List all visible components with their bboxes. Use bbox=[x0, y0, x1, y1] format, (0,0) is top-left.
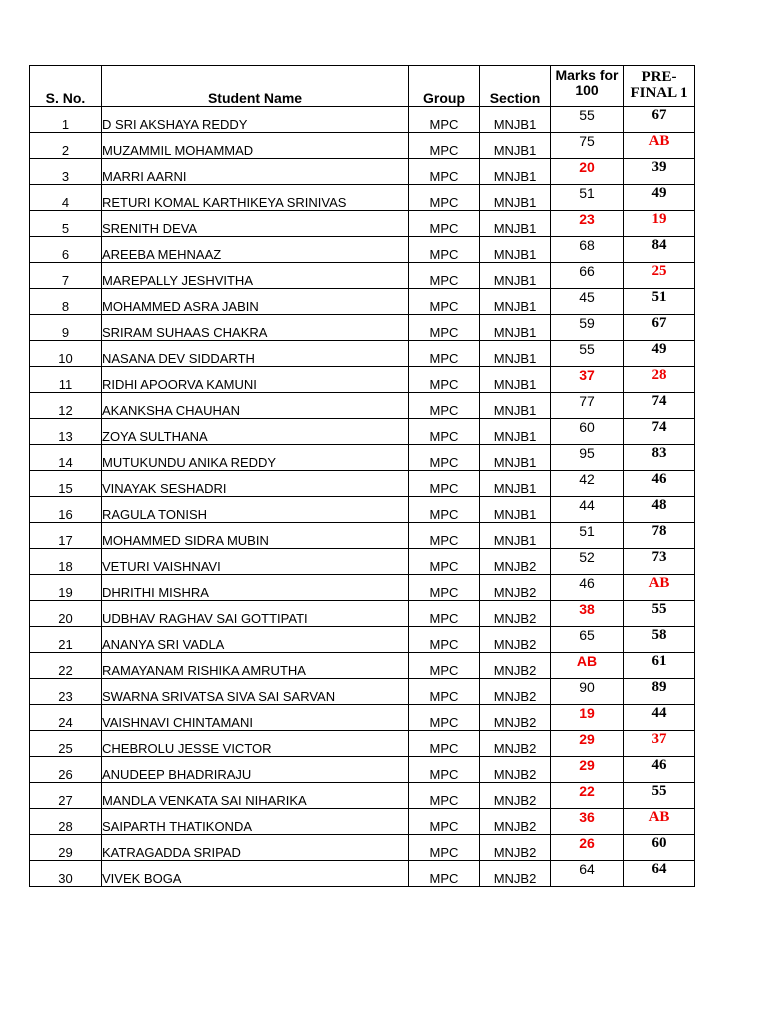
table-row bbox=[30, 315, 695, 341]
pre-final-cell: 25 bbox=[624, 263, 695, 289]
pre-final-cell: 89 bbox=[624, 679, 695, 705]
group-cell: MPC bbox=[409, 159, 480, 185]
sno-cell: 28 bbox=[30, 809, 102, 835]
student-name-cell: NASANA DEV SIDDARTH bbox=[102, 341, 409, 367]
marks-cell: 44 bbox=[551, 497, 624, 523]
table-row bbox=[30, 341, 695, 367]
marks-cell: 26 bbox=[551, 835, 624, 861]
section-cell: MNJB1 bbox=[480, 445, 551, 471]
group-cell: MPC bbox=[409, 497, 480, 523]
sno-cell: 14 bbox=[30, 445, 102, 471]
marks-cell: 66 bbox=[551, 263, 624, 289]
marks-cell: 46 bbox=[551, 575, 624, 601]
group-cell: MPC bbox=[409, 471, 480, 497]
student-name-cell: D SRI AKSHAYA REDDY bbox=[102, 107, 409, 133]
marks-cell: 37 bbox=[551, 367, 624, 393]
section-cell: MNJB2 bbox=[480, 653, 551, 679]
marks-cell: 65 bbox=[551, 627, 624, 653]
group-cell: MPC bbox=[409, 653, 480, 679]
group-cell: MPC bbox=[409, 367, 480, 393]
marks-cell: 64 bbox=[551, 861, 624, 887]
table-row bbox=[30, 159, 695, 185]
sno-cell: 29 bbox=[30, 835, 102, 861]
section-cell: MNJB2 bbox=[480, 731, 551, 757]
marks-cell: 55 bbox=[551, 107, 624, 133]
sno-cell: 16 bbox=[30, 497, 102, 523]
marks-cell: 29 bbox=[551, 757, 624, 783]
table-row bbox=[30, 861, 695, 887]
pre-final-cell: 49 bbox=[624, 185, 695, 211]
pre-final-cell: 78 bbox=[624, 523, 695, 549]
student-name-cell: MOHAMMED ASRA JABIN bbox=[102, 289, 409, 315]
group-cell: MPC bbox=[409, 445, 480, 471]
sno-cell: 9 bbox=[30, 315, 102, 341]
pre-final-cell: 64 bbox=[624, 861, 695, 887]
section-cell: MNJB2 bbox=[480, 809, 551, 835]
table-row bbox=[30, 523, 695, 549]
group-cell: MPC bbox=[409, 263, 480, 289]
sno-cell: 26 bbox=[30, 757, 102, 783]
header-pre-line1: PRE- bbox=[641, 69, 677, 85]
header-marks-line1: Marks for bbox=[555, 67, 619, 83]
student-name-cell: DHRITHI MISHRA bbox=[102, 575, 409, 601]
student-name-cell: MARRI AARNI bbox=[102, 159, 409, 185]
marks-cell: 22 bbox=[551, 783, 624, 809]
group-cell: MPC bbox=[409, 549, 480, 575]
marks-cell: 75 bbox=[551, 133, 624, 159]
table-row bbox=[30, 367, 695, 393]
marks-cell: 29 bbox=[551, 731, 624, 757]
group-cell: MPC bbox=[409, 393, 480, 419]
sno-cell: 5 bbox=[30, 211, 102, 237]
student-name-cell: CHEBROLU JESSE VICTOR bbox=[102, 731, 409, 757]
pre-final-cell: 74 bbox=[624, 393, 695, 419]
section-cell: MNJB1 bbox=[480, 471, 551, 497]
group-cell: MPC bbox=[409, 133, 480, 159]
marks-cell: 68 bbox=[551, 237, 624, 263]
group-cell: MPC bbox=[409, 783, 480, 809]
table-row bbox=[30, 601, 695, 627]
group-cell: MPC bbox=[409, 705, 480, 731]
pre-final-cell: 67 bbox=[624, 107, 695, 133]
student-name-cell: VETURI VAISHNAVI bbox=[102, 549, 409, 575]
sno-cell: 4 bbox=[30, 185, 102, 211]
sno-cell: 13 bbox=[30, 419, 102, 445]
section-cell: MNJB1 bbox=[480, 367, 551, 393]
group-cell: MPC bbox=[409, 523, 480, 549]
table-row bbox=[30, 185, 695, 211]
header-marks bbox=[551, 66, 624, 107]
student-name-cell: VIVEK BOGA bbox=[102, 861, 409, 887]
marks-cell: 59 bbox=[551, 315, 624, 341]
section-cell: MNJB1 bbox=[480, 159, 551, 185]
pre-final-cell: AB bbox=[624, 575, 695, 601]
sno-cell: 24 bbox=[30, 705, 102, 731]
marks-cell: 20 bbox=[551, 159, 624, 185]
sno-cell: 22 bbox=[30, 653, 102, 679]
pre-final-cell: 83 bbox=[624, 445, 695, 471]
student-name-cell: ANUDEEP BHADRIRAJU bbox=[102, 757, 409, 783]
section-cell: MNJB1 bbox=[480, 419, 551, 445]
student-name-cell: RIDHI APOORVA KAMUNI bbox=[102, 367, 409, 393]
sno-cell: 19 bbox=[30, 575, 102, 601]
sno-cell: 18 bbox=[30, 549, 102, 575]
group-cell: MPC bbox=[409, 419, 480, 445]
sno-cell: 17 bbox=[30, 523, 102, 549]
pre-final-cell: 61 bbox=[624, 653, 695, 679]
group-cell: MPC bbox=[409, 861, 480, 887]
table-row bbox=[30, 471, 695, 497]
pre-final-cell: 49 bbox=[624, 341, 695, 367]
student-name-cell: SRENITH DEVA bbox=[102, 211, 409, 237]
marks-cell: 23 bbox=[551, 211, 624, 237]
group-cell: MPC bbox=[409, 315, 480, 341]
student-name-cell: SAIPARTH THATIKONDA bbox=[102, 809, 409, 835]
sno-cell: 10 bbox=[30, 341, 102, 367]
student-name-cell: AREEBA MEHNAAZ bbox=[102, 237, 409, 263]
sno-cell: 21 bbox=[30, 627, 102, 653]
section-cell: MNJB1 bbox=[480, 237, 551, 263]
sno-cell: 25 bbox=[30, 731, 102, 757]
table-row bbox=[30, 549, 695, 575]
sno-cell: 23 bbox=[30, 679, 102, 705]
table-row bbox=[30, 133, 695, 159]
group-cell: MPC bbox=[409, 185, 480, 211]
marks-cell: 45 bbox=[551, 289, 624, 315]
pre-final-cell: 73 bbox=[624, 549, 695, 575]
student-name-cell: UDBHAV RAGHAV SAI GOTTIPATI bbox=[102, 601, 409, 627]
table-row bbox=[30, 809, 695, 835]
marks-cell: 52 bbox=[551, 549, 624, 575]
pre-final-cell: 37 bbox=[624, 731, 695, 757]
marks-cell: 95 bbox=[551, 445, 624, 471]
section-cell: MNJB2 bbox=[480, 861, 551, 887]
section-cell: MNJB1 bbox=[480, 497, 551, 523]
sno-cell: 6 bbox=[30, 237, 102, 263]
header-section: Section bbox=[480, 66, 551, 107]
header-pre-final bbox=[624, 66, 695, 107]
group-cell: MPC bbox=[409, 757, 480, 783]
student-name-cell: MUTUKUNDU ANIKA REDDY bbox=[102, 445, 409, 471]
marks-cell: 38 bbox=[551, 601, 624, 627]
pre-final-cell: 55 bbox=[624, 601, 695, 627]
table-row bbox=[30, 627, 695, 653]
header-pre-line2: FINAL 1 bbox=[630, 85, 688, 101]
section-cell: MNJB1 bbox=[480, 315, 551, 341]
student-name-cell: MOHAMMED SIDRA MUBIN bbox=[102, 523, 409, 549]
section-cell: MNJB1 bbox=[480, 133, 551, 159]
student-name-cell: MANDLA VENKATA SAI NIHARIKA bbox=[102, 783, 409, 809]
student-name-cell: SRIRAM SUHAAS CHAKRA bbox=[102, 315, 409, 341]
section-cell: MNJB2 bbox=[480, 705, 551, 731]
group-cell: MPC bbox=[409, 211, 480, 237]
table-row bbox=[30, 835, 695, 861]
sno-cell: 8 bbox=[30, 289, 102, 315]
sno-cell: 7 bbox=[30, 263, 102, 289]
header-student-name: Student Name bbox=[102, 66, 409, 107]
group-cell: MPC bbox=[409, 731, 480, 757]
sno-cell: 12 bbox=[30, 393, 102, 419]
student-name-cell: SWARNA SRIVATSA SIVA SAI SARVAN bbox=[102, 679, 409, 705]
pre-final-cell: 46 bbox=[624, 471, 695, 497]
student-name-cell: MUZAMMIL MOHAMMAD bbox=[102, 133, 409, 159]
marks-cell: AB bbox=[551, 653, 624, 679]
pre-final-cell: 67 bbox=[624, 315, 695, 341]
table-row bbox=[30, 289, 695, 315]
section-cell: MNJB2 bbox=[480, 601, 551, 627]
pre-final-cell: 39 bbox=[624, 159, 695, 185]
student-name-cell: RAGULA TONISH bbox=[102, 497, 409, 523]
student-name-cell: KATRAGADDA SRIPAD bbox=[102, 835, 409, 861]
table-row bbox=[30, 393, 695, 419]
pre-final-cell: 51 bbox=[624, 289, 695, 315]
section-cell: MNJB2 bbox=[480, 679, 551, 705]
sno-cell: 27 bbox=[30, 783, 102, 809]
table-row bbox=[30, 445, 695, 471]
marks-cell: 51 bbox=[551, 185, 624, 211]
group-cell: MPC bbox=[409, 679, 480, 705]
pre-final-cell: 48 bbox=[624, 497, 695, 523]
group-cell: MPC bbox=[409, 835, 480, 861]
student-name-cell: RETURI KOMAL KARTHIKEYA SRINIVAS bbox=[102, 185, 409, 211]
pre-final-cell: 60 bbox=[624, 835, 695, 861]
section-cell: MNJB1 bbox=[480, 341, 551, 367]
student-name-cell: ANANYA SRI VADLA bbox=[102, 627, 409, 653]
table-row bbox=[30, 211, 695, 237]
group-cell: MPC bbox=[409, 341, 480, 367]
section-cell: MNJB2 bbox=[480, 783, 551, 809]
section-cell: MNJB1 bbox=[480, 263, 551, 289]
student-name-cell: VINAYAK SESHADRI bbox=[102, 471, 409, 497]
table-row bbox=[30, 705, 695, 731]
group-cell: MPC bbox=[409, 809, 480, 835]
group-cell: MPC bbox=[409, 627, 480, 653]
sno-cell: 1 bbox=[30, 107, 102, 133]
sno-cell: 30 bbox=[30, 861, 102, 887]
section-cell: MNJB2 bbox=[480, 575, 551, 601]
pre-final-cell: 55 bbox=[624, 783, 695, 809]
pre-final-cell: AB bbox=[624, 809, 695, 835]
table-row bbox=[30, 107, 695, 133]
sno-cell: 20 bbox=[30, 601, 102, 627]
marks-cell: 90 bbox=[551, 679, 624, 705]
student-name-cell: VAISHNAVI CHINTAMANI bbox=[102, 705, 409, 731]
pre-final-cell: 74 bbox=[624, 419, 695, 445]
student-name-cell: RAMAYANAM RISHIKA AMRUTHA bbox=[102, 653, 409, 679]
section-cell: MNJB1 bbox=[480, 211, 551, 237]
section-cell: MNJB1 bbox=[480, 523, 551, 549]
table-row bbox=[30, 653, 695, 679]
pre-final-cell: 44 bbox=[624, 705, 695, 731]
table-row bbox=[30, 679, 695, 705]
section-cell: MNJB1 bbox=[480, 289, 551, 315]
marks-cell: 51 bbox=[551, 523, 624, 549]
section-cell: MNJB1 bbox=[480, 393, 551, 419]
marks-cell: 42 bbox=[551, 471, 624, 497]
header-sno: S. No. bbox=[30, 66, 102, 107]
group-cell: MPC bbox=[409, 575, 480, 601]
header-marks-line2: 100 bbox=[575, 82, 599, 98]
pre-final-cell: 46 bbox=[624, 757, 695, 783]
pre-final-cell: 28 bbox=[624, 367, 695, 393]
marks-cell: 36 bbox=[551, 809, 624, 835]
header-group: Group bbox=[409, 66, 480, 107]
group-cell: MPC bbox=[409, 601, 480, 627]
header-row bbox=[30, 66, 695, 107]
student-name-cell: MAREPALLY JESHVITHA bbox=[102, 263, 409, 289]
table-row bbox=[30, 263, 695, 289]
pre-final-cell: AB bbox=[624, 133, 695, 159]
pre-final-cell: 84 bbox=[624, 237, 695, 263]
marks-cell: 19 bbox=[551, 705, 624, 731]
sno-cell: 3 bbox=[30, 159, 102, 185]
sno-cell: 2 bbox=[30, 133, 102, 159]
section-cell: MNJB1 bbox=[480, 107, 551, 133]
section-cell: MNJB1 bbox=[480, 185, 551, 211]
section-cell: MNJB2 bbox=[480, 757, 551, 783]
table-row bbox=[30, 419, 695, 445]
marks-table bbox=[29, 65, 695, 887]
group-cell: MPC bbox=[409, 107, 480, 133]
student-name-cell: AKANKSHA CHAUHAN bbox=[102, 393, 409, 419]
table-row bbox=[30, 497, 695, 523]
sno-cell: 11 bbox=[30, 367, 102, 393]
sno-cell: 15 bbox=[30, 471, 102, 497]
pre-final-cell: 58 bbox=[624, 627, 695, 653]
student-name-cell: ZOYA SULTHANA bbox=[102, 419, 409, 445]
group-cell: MPC bbox=[409, 237, 480, 263]
table-row bbox=[30, 731, 695, 757]
section-cell: MNJB2 bbox=[480, 627, 551, 653]
section-cell: MNJB2 bbox=[480, 835, 551, 861]
table-row bbox=[30, 783, 695, 809]
marks-cell: 55 bbox=[551, 341, 624, 367]
marks-cell: 60 bbox=[551, 419, 624, 445]
table-row bbox=[30, 237, 695, 263]
group-cell: MPC bbox=[409, 289, 480, 315]
table-row bbox=[30, 757, 695, 783]
section-cell: MNJB2 bbox=[480, 549, 551, 575]
pre-final-cell: 19 bbox=[624, 211, 695, 237]
table-row bbox=[30, 575, 695, 601]
marks-cell: 77 bbox=[551, 393, 624, 419]
